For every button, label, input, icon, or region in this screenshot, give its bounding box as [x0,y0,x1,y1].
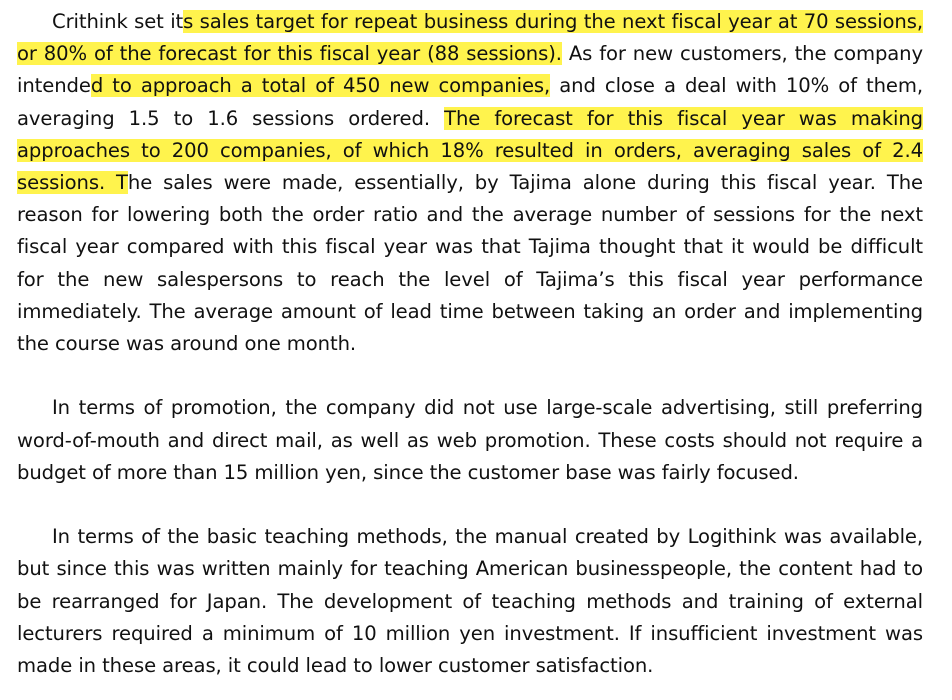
document-body [17,6,923,682]
text-segment: In terms of the basic teaching methods, the manual created by Logithink was available, but since this was written mainly for teaching American businesspeople, the content had to be rearranged for Japan. The development of teaching methods and training of external lecturers required a minimum of 10 million yen investment. If insufficient investment was made in these areas, it could lead to lower customer satisfaction. [17,525,923,678]
text-segment: As for new customers, the company intende [17,42,923,98]
paragraph-promotion [17,392,923,489]
paragraph-sales-target [17,6,923,360]
text-segment: In terms of promotion, the company did not use large-scale advertising, still preferring word-of-mouth and direct mail, as well as web promotion. These costs should not require a budget of more than 15 million yen, since the customer base was fairly focused. [17,396,923,484]
text-segment: he sales were made, essentially, by Tajima alone during this fiscal year. The reason for lowering both the order ratio and the average number of sessions for the next fiscal year compared with this fiscal year was that Tajima thought that it would be difficult for the new salespersons to reach the level of Tajima’s this fiscal year performance immediately. The average amount of lead time between taking an order and implementing the course was around one month. [17,171,923,356]
highlighted-text: s sales target for repeat business during the next fiscal year at 70 sessions, or 80% of the forecast for this fiscal year (88 sessions). [17,10,923,66]
highlighted-text: d to approach a total of 450 new companies, [90,74,551,98]
paragraph-teaching-methods [17,521,923,682]
text-segment: and close a deal with 10% of them, averaging 1.5 to 1.6 sessions ordered. [17,74,923,130]
highlighted-text: The forecast for this fiscal year was making approaches to 200 companies, of which 18% resulted in orders, averaging sales of 2.4 sessions. T [17,106,923,195]
text-segment: Crithink set it [52,10,184,33]
